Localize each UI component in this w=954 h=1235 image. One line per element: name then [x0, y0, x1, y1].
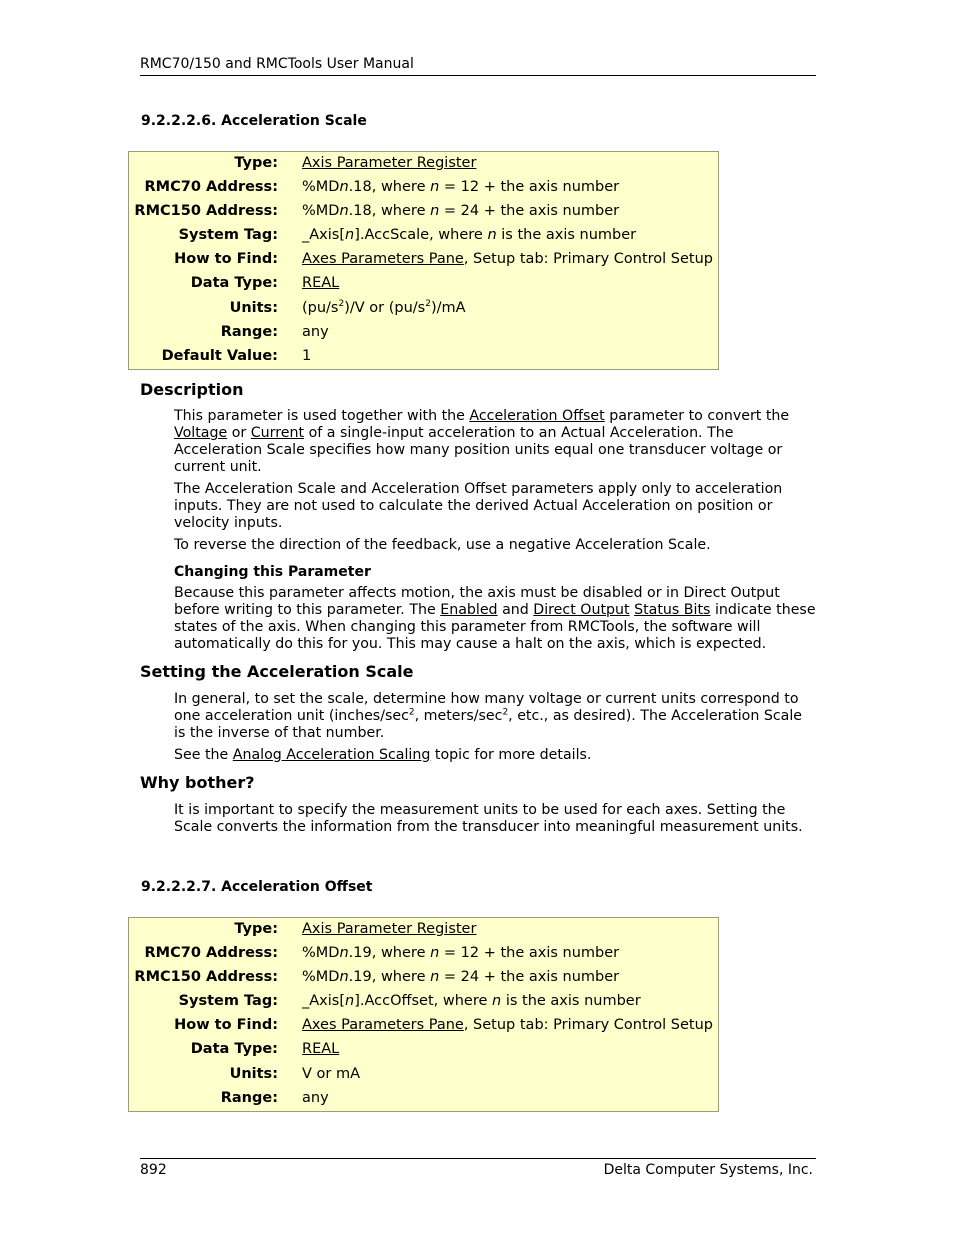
description-paragraph-2: The Acceleration Scale and Acceleration Offset parameters apply only to acceleration inputs. They are not used to calculate the derived Actual Acceleration on position or velocity inputs. [174, 481, 783, 531]
description-heading: Description [140, 380, 244, 399]
section-title-acceleration-offset: 9.2.2.2.7. Acceleration Offset [141, 879, 373, 895]
table-row: System Tag: _Axis[n].AccOffset, where n is the axis number [178, 993, 641, 1010]
direct-output-link[interactable]: Direct Output [533, 602, 630, 618]
table-row: RMC70 Address: %MDn.18, where n = 12 + the axis number [144, 179, 620, 196]
table-row: System Tag: _Axis[n].AccScale, where n is the axis number [178, 227, 637, 244]
axes-parameters-pane-link[interactable]: Axes Parameters Pane [302, 1017, 464, 1034]
axes-parameters-pane-link[interactable]: Axes Parameters Pane [302, 251, 464, 268]
axis-parameter-register-link[interactable]: Axis Parameter Register [302, 921, 477, 937]
manual-title: RMC70/150 and RMCTools User Manual [140, 56, 414, 72]
table-row: Type: Axis Parameter Register [234, 155, 477, 171]
table-row: RMC150 Address: %MDn.18, where n = 24 + the axis number [134, 203, 620, 220]
voltage-link[interactable]: Voltage [174, 425, 228, 441]
table-row: Data Type: REAL [190, 1041, 340, 1058]
company-name: Delta Computer Systems, Inc. [603, 1162, 813, 1178]
axis-parameter-register-link[interactable]: Axis Parameter Register [302, 155, 477, 171]
setting-scale-heading: Setting the Acceleration Scale [140, 662, 414, 681]
changing-parameter-paragraph: Because this parameter affects motion, the axis must be disabled or in Direct Output before writing to this parameter. The Enabled and Direct Output Status Bits indicate these states of the axis. When changing this parameter from RMCTools, the software will automatically do this for you. This may cause a halt on the axis, which is expected. [174, 585, 816, 652]
description-paragraph-1: This parameter is used together with the Acceleration Offset parameter to convert the Voltage or Current of a single-input acceleration to an Actual Acceleration. The Acceleration Scale specifies how many position units equal one transducer voltage or current unit. [174, 408, 790, 475]
setting-paragraph-2: See the Analog Acceleration Scaling topic for more details. [174, 747, 592, 763]
table-row: RMC70 Address: %MDn.19, where n = 12 + the axis number [144, 945, 620, 962]
parameter-table-acceleration-scale [128, 151, 719, 370]
status-bits-link[interactable]: Status Bits [634, 602, 711, 618]
real-type-link[interactable]: REAL [302, 1041, 340, 1058]
table-row: Type: Axis Parameter Register [234, 921, 477, 937]
table-row: How to Find: Axes Parameters Pane, Setup tab: Primary Control Setup [174, 1017, 714, 1034]
page-header [140, 56, 816, 76]
table-row: How to Find: Axes Parameters Pane, Setup tab: Primary Control Setup [174, 251, 714, 268]
why-bother-paragraph: It is important to specify the measurement units to be used for each axes. Setting the Scale converts the information from the transducer into meaningful measurement units. [174, 802, 803, 835]
page-number: 892 [140, 1162, 167, 1178]
acceleration-offset-link[interactable]: Acceleration Offset [469, 408, 605, 424]
table-row: Range: any [220, 323, 329, 340]
setting-paragraph-1: In general, to set the scale, determine how many voltage or current units correspond to one acceleration unit ($inches/\sec^2$, meters/$\sec^2$, etc., as desired). The Acceleration Scale is the inverse of that number. [174, 691, 803, 741]
changing-parameter-subheading: Changing this Parameter [174, 564, 371, 580]
page-footer [140, 1158, 816, 1178]
enabled-link[interactable]: Enabled [440, 602, 498, 618]
table-row: Data Type: REAL [190, 275, 340, 292]
table-row: Units: V or mA [229, 1065, 361, 1082]
description-paragraph-3: To reverse the direction of the feedback, use a negative Acceleration Scale. [174, 537, 711, 553]
parameter-table-acceleration-offset [128, 917, 719, 1112]
table-row: Units: $(pu/s^2)/V$ or $(pu/s^2)/mA$ [229, 298, 466, 316]
current-link[interactable]: Current [250, 425, 305, 441]
table-row: RMC150 Address: %MDn.19, where n = 24 + the axis number [134, 969, 620, 986]
why-bother-heading: Why bother? [140, 773, 255, 792]
table-row: Range: any [220, 1089, 329, 1106]
real-type-link[interactable]: REAL [302, 275, 340, 292]
table-row: Default Value: 1 [161, 347, 312, 364]
section-title-acceleration-scale: 9.2.2.2.6. Acceleration Scale [141, 113, 367, 129]
analog-acceleration-scaling-link[interactable]: Analog Acceleration Scaling [232, 747, 431, 763]
